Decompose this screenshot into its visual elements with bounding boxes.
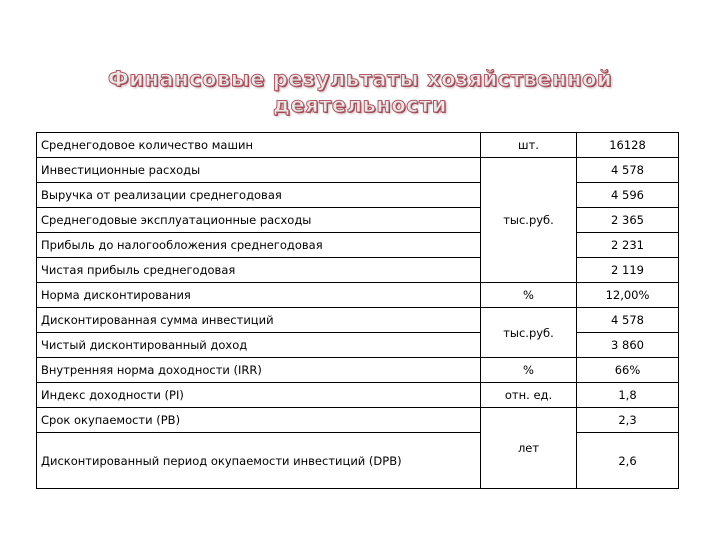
indicator-name: Выручка от реализации среднегодовая xyxy=(37,183,481,208)
indicator-value: 4 578 xyxy=(577,158,679,183)
unit-cell: % xyxy=(481,358,577,383)
page-title-line-1: Финансовые результаты хозяйственной xyxy=(107,67,613,91)
page-title-line-2: деятельности xyxy=(272,93,448,117)
indicator-value: 2 231 xyxy=(577,233,679,258)
indicator-name: Срок окупаемости (PB) xyxy=(37,408,481,433)
table-row xyxy=(37,258,679,283)
indicator-name: Дисконтированная сумма инвестиций xyxy=(37,308,481,333)
indicator-name: Среднегодовые эксплуатационные расходы xyxy=(37,208,481,233)
indicator-name: Чистый дисконтированный доход xyxy=(37,333,481,358)
indicator-value: 1,8 xyxy=(577,383,679,408)
table-row xyxy=(37,308,679,333)
indicator-name: Среднегодовое количество машин xyxy=(37,133,481,158)
indicator-name: Внутренняя норма доходности (IRR) xyxy=(37,358,481,383)
indicator-value: 4 596 xyxy=(577,183,679,208)
unit-cell: отн. ед. xyxy=(481,383,577,408)
indicator-name: Инвестиционные расходы xyxy=(37,158,481,183)
unit-cell: % xyxy=(481,283,577,308)
table-row xyxy=(37,358,679,383)
unit-cell: лет xyxy=(481,408,577,489)
indicator-value: 2 365 xyxy=(577,208,679,233)
indicator-value: 12,00% xyxy=(577,283,679,308)
indicator-value: 2 119 xyxy=(577,258,679,283)
indicator-value: 66% xyxy=(577,358,679,383)
indicator-name: Индекс доходности (PI) xyxy=(37,383,481,408)
table-row xyxy=(37,333,679,358)
unit-cell: тыс.руб. xyxy=(481,308,577,358)
indicator-value: 2,3 xyxy=(577,408,679,433)
unit-cell: тыс.руб. xyxy=(481,158,577,283)
unit-cell: шт. xyxy=(481,133,577,158)
indicator-value: 3 860 xyxy=(577,333,679,358)
indicator-name: Прибыль до налогообложения среднегодовая xyxy=(37,233,481,258)
table-row xyxy=(37,408,679,433)
financial-results-table xyxy=(36,132,679,489)
table-row xyxy=(37,283,679,308)
indicator-value: 2,6 xyxy=(577,433,679,489)
indicator-name: Дисконтированный период окупаемости инвестиций (DPB) xyxy=(37,433,481,489)
table-row xyxy=(37,183,679,208)
table-row xyxy=(37,233,679,258)
page-title xyxy=(60,66,660,118)
indicator-value: 16128 xyxy=(577,133,679,158)
indicator-name: Норма дисконтирования xyxy=(37,283,481,308)
indicator-name: Чистая прибыль среднегодовая xyxy=(37,258,481,283)
indicator-value: 4 578 xyxy=(577,308,679,333)
table-row xyxy=(37,383,679,408)
table-row xyxy=(37,433,679,489)
table-row xyxy=(37,208,679,233)
table-row xyxy=(37,158,679,183)
table-row xyxy=(37,133,679,158)
